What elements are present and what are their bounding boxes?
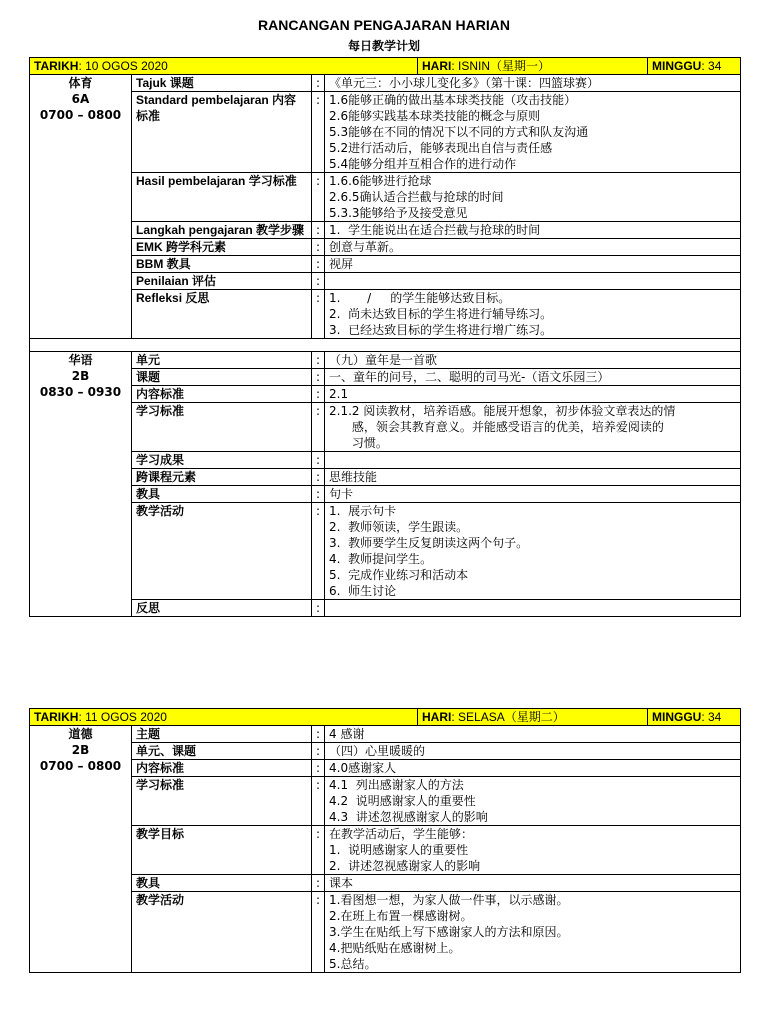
value-line: 6. 师生讨论 xyxy=(329,584,397,598)
value-line: 5.3.3能够给予及接受意见 xyxy=(329,206,468,220)
subject-class: 6A xyxy=(71,92,90,106)
row-label: Penilaian 评估 xyxy=(132,273,312,290)
lesson-row xyxy=(30,469,741,486)
day1-lesson1 xyxy=(30,75,741,339)
value-line: 5.3能够在不同的情况下以不同的方式和队友沟通 xyxy=(329,125,589,139)
row-label: 内容标准 xyxy=(132,386,312,403)
lesson-row xyxy=(30,173,741,222)
value-line: 1.6能够正确的做出基本球类技能（攻击技能） xyxy=(329,93,577,107)
row-colon: : xyxy=(312,452,325,469)
document-subtitle: 每日教学计划 xyxy=(347,39,420,53)
row-colon: : xyxy=(312,469,325,486)
lesson-row xyxy=(30,452,741,469)
value-line: 课本 xyxy=(329,876,354,890)
value-line: 2.1 xyxy=(329,387,349,401)
day1-lesson2 xyxy=(30,352,741,617)
value-line: 一、童年的问号，二、聪明的司马光-（语文乐园三） xyxy=(329,370,610,384)
value-line: 4. 教师提问学生。 xyxy=(329,552,433,566)
value-line: 3.学生在贴纸上写下感谢家人的方法和原因。 xyxy=(329,925,569,939)
lesson-row xyxy=(30,222,741,239)
subject-time: 0700 – 0800 xyxy=(39,759,122,773)
row-colon: : xyxy=(312,222,325,239)
value-line: 2.1.2 阅读教材，培养语感。能展开想象，初步体验文章表达的情 xyxy=(329,404,676,418)
row-colon: : xyxy=(312,777,325,826)
row-label: Tajuk 课题 xyxy=(132,75,312,92)
value-line: 4.1 列出感谢家人的方法 xyxy=(329,778,464,792)
subject-class: 2B xyxy=(71,369,90,383)
document-title: RANCANGAN PENGAJARAN HARIAN xyxy=(257,17,510,33)
row-colon: : xyxy=(312,726,325,743)
row-colon: : xyxy=(312,273,325,290)
row-colon: : xyxy=(312,92,325,173)
day-label: HARI xyxy=(422,710,452,724)
row-label: 内容标准 xyxy=(132,760,312,777)
value-line: 2. 教师领读，学生跟读。 xyxy=(329,520,469,534)
lesson-row xyxy=(30,760,741,777)
value-line: 思维技能 xyxy=(329,470,378,484)
value-line: 1. 学生能说出在适合拦截与抢球的时间 xyxy=(329,223,541,237)
value-line: 创意与革新。 xyxy=(329,240,402,254)
value-line: 《单元三：小小球儿变化多》（第十课：四篮球赛） xyxy=(329,76,600,90)
row-colon: : xyxy=(312,503,325,600)
value-line: 2. 讲述忽视感谢家人的影响 xyxy=(329,859,481,873)
value-line: 习惯。 xyxy=(329,436,388,450)
row-value xyxy=(325,826,741,875)
row-colon: : xyxy=(312,760,325,777)
row-label: 教具 xyxy=(132,486,312,503)
day-value: : SELASA（星期二） xyxy=(451,710,565,724)
row-value xyxy=(325,760,741,777)
row-value xyxy=(325,173,741,222)
week-label: MINGGU xyxy=(652,59,702,73)
row-value xyxy=(325,386,741,403)
row-value xyxy=(325,222,741,239)
row-value xyxy=(325,75,741,92)
subject-class: 2B xyxy=(71,743,90,757)
row-colon: : xyxy=(312,743,325,760)
row-value xyxy=(325,469,741,486)
value-line: 1. 展示句卡 xyxy=(329,504,397,518)
value-line: 在教学活动后，学生能够： xyxy=(329,827,474,841)
row-value xyxy=(325,290,741,339)
day2-date-cell xyxy=(30,709,418,726)
value-line: 4.0感谢家人 xyxy=(329,761,397,775)
day2-day-cell xyxy=(418,709,648,726)
lesson-row xyxy=(30,290,741,339)
day2-lesson1 xyxy=(30,726,741,973)
subject-subject: 华语 xyxy=(68,353,93,367)
value-line: 4.3 讲述忽视感谢家人的影响 xyxy=(329,810,488,824)
value-line: 2. 尚未达致目标的学生将进行辅导练习。 xyxy=(329,307,553,321)
value-line: 句卡 xyxy=(329,487,354,501)
value-line xyxy=(329,452,736,468)
lesson-row xyxy=(30,386,741,403)
row-colon: : xyxy=(312,75,325,92)
day2-header-row xyxy=(30,709,741,726)
day1-plan-table xyxy=(29,57,741,617)
day2-week-cell xyxy=(648,709,741,726)
value-line: 1.看图想一想，为家人做一件事，以示感谢。 xyxy=(329,893,569,907)
row-label: 课题 xyxy=(132,369,312,386)
row-label: 学习成果 xyxy=(132,452,312,469)
row-value xyxy=(325,726,741,743)
day1-day-cell xyxy=(418,58,648,75)
row-label: Hasil pembelajaran 学习标准 xyxy=(132,173,312,222)
day-label: HARI xyxy=(422,59,452,73)
value-line: （四）心里暖暖的 xyxy=(329,744,426,758)
row-colon: : xyxy=(312,600,325,617)
date-label: TARIKH xyxy=(34,59,79,73)
row-value xyxy=(325,875,741,892)
lesson-row xyxy=(30,600,741,617)
row-value xyxy=(325,256,741,273)
row-colon: : xyxy=(312,386,325,403)
row-label: 教学活动 xyxy=(132,892,312,973)
row-label: 跨课程元素 xyxy=(132,469,312,486)
row-value xyxy=(325,777,741,826)
value-line: 5.总结。 xyxy=(329,957,377,971)
lesson-row xyxy=(30,256,741,273)
row-colon: : xyxy=(312,826,325,875)
row-value xyxy=(325,892,741,973)
lesson-row xyxy=(30,486,741,503)
row-label: Standard pembelajaran 内容标准 xyxy=(132,92,312,173)
lesson-row xyxy=(30,75,741,92)
day-value: : ISNIN（星期一） xyxy=(451,59,551,73)
row-colon: : xyxy=(312,352,325,369)
lesson-row xyxy=(30,403,741,452)
lesson-row xyxy=(30,826,741,875)
value-line: 2.在班上布置一棵感谢树。 xyxy=(329,909,473,923)
subject-cell xyxy=(30,352,132,617)
subject-subject: 体育 xyxy=(68,76,93,90)
row-colon: : xyxy=(312,256,325,273)
date-value: : 11 OGOS 2020 xyxy=(78,710,167,724)
value-line: 感，领会其教育意义。并能感受语言的优美，培养爱阅读的 xyxy=(329,420,664,434)
value-line: 2.6能够实践基本球类技能的概念与原则 xyxy=(329,109,541,123)
row-value xyxy=(325,452,741,469)
row-value xyxy=(325,403,741,452)
lesson-row xyxy=(30,503,741,600)
row-value xyxy=(325,369,741,386)
subject-subject: 道德 xyxy=(68,727,93,741)
lesson-row xyxy=(30,777,741,826)
value-line: 视屏 xyxy=(329,257,354,271)
row-colon: : xyxy=(312,239,325,256)
row-value xyxy=(325,486,741,503)
row-label: 反思 xyxy=(132,600,312,617)
row-label: 主题 xyxy=(132,726,312,743)
row-value xyxy=(325,92,741,173)
value-line: 5.2进行活动后，能够表现出自信与责任感 xyxy=(329,141,553,155)
row-label: EMK 跨学科元素 xyxy=(132,239,312,256)
subject-time: 0830 – 0930 xyxy=(39,385,122,399)
row-colon: : xyxy=(312,173,325,222)
value-line: 1.6.6能够进行抢球 xyxy=(329,174,432,188)
section-spacer xyxy=(30,339,741,352)
row-value xyxy=(325,273,741,290)
value-line: 2.6.5确认适合拦截与抢球的时间 xyxy=(329,190,504,204)
value-line xyxy=(329,600,736,616)
subject-cell xyxy=(30,75,132,339)
lesson-row xyxy=(30,892,741,973)
lesson-row xyxy=(30,726,741,743)
row-value xyxy=(325,352,741,369)
value-line xyxy=(329,273,736,289)
row-label: BBM 教具 xyxy=(132,256,312,273)
week-value: : 34 xyxy=(701,710,722,724)
value-line: 1. 说明感谢家人的重要性 xyxy=(329,843,469,857)
week-value: : 34 xyxy=(701,59,722,73)
row-colon: : xyxy=(312,875,325,892)
lesson-row xyxy=(30,369,741,386)
day2-plan-table xyxy=(29,708,741,973)
lesson-row xyxy=(30,352,741,369)
row-label: 教学活动 xyxy=(132,503,312,600)
value-line: 3. 已经达致目标的学生将进行增广练习。 xyxy=(329,323,553,337)
value-line: （九）童年是一首歌 xyxy=(329,353,438,367)
day1-header-row xyxy=(30,58,741,75)
row-value xyxy=(325,239,741,256)
value-line: 1. / 的学生能够达致目标。 xyxy=(329,291,511,305)
row-colon: : xyxy=(312,486,325,503)
value-line: 4.2 说明感谢家人的重要性 xyxy=(329,794,476,808)
row-label: 单元、课题 xyxy=(132,743,312,760)
row-label: 教学目标 xyxy=(132,826,312,875)
date-value: : 10 OGOS 2020 xyxy=(78,59,168,73)
row-label: 学习标准 xyxy=(132,777,312,826)
subject-cell xyxy=(30,726,132,973)
lesson-row xyxy=(30,875,741,892)
day1-week-cell xyxy=(648,58,741,75)
row-label: 单元 xyxy=(132,352,312,369)
subject-time: 0700 – 0800 xyxy=(39,108,122,122)
row-label: 学习标准 xyxy=(132,403,312,452)
row-label: Langkah pengajaran 教学步骤 xyxy=(132,222,312,239)
value-line: 5. 完成作业练习和活动本 xyxy=(329,568,469,582)
value-line: 4 感谢 xyxy=(329,727,365,741)
value-line: 3. 教师要学生反复朗读这两个句子。 xyxy=(329,536,529,550)
week-label: MINGGU xyxy=(652,710,702,724)
row-label: Refleksi 反思 xyxy=(132,290,312,339)
lesson-row xyxy=(30,239,741,256)
day1-date-cell xyxy=(30,58,418,75)
row-value xyxy=(325,503,741,600)
lesson-row xyxy=(30,273,741,290)
row-colon: : xyxy=(312,892,325,973)
row-label: 教具 xyxy=(132,875,312,892)
value-line: 4.把贴纸贴在感谢树上。 xyxy=(329,941,461,955)
date-label: TARIKH xyxy=(34,710,79,724)
value-line: 5.4能够分组并互相合作的进行动作 xyxy=(329,157,517,171)
row-colon: : xyxy=(312,290,325,339)
lesson-row xyxy=(30,92,741,173)
row-colon: : xyxy=(312,369,325,386)
row-value xyxy=(325,743,741,760)
row-value xyxy=(325,600,741,617)
lesson-row xyxy=(30,743,741,760)
row-colon: : xyxy=(312,403,325,452)
